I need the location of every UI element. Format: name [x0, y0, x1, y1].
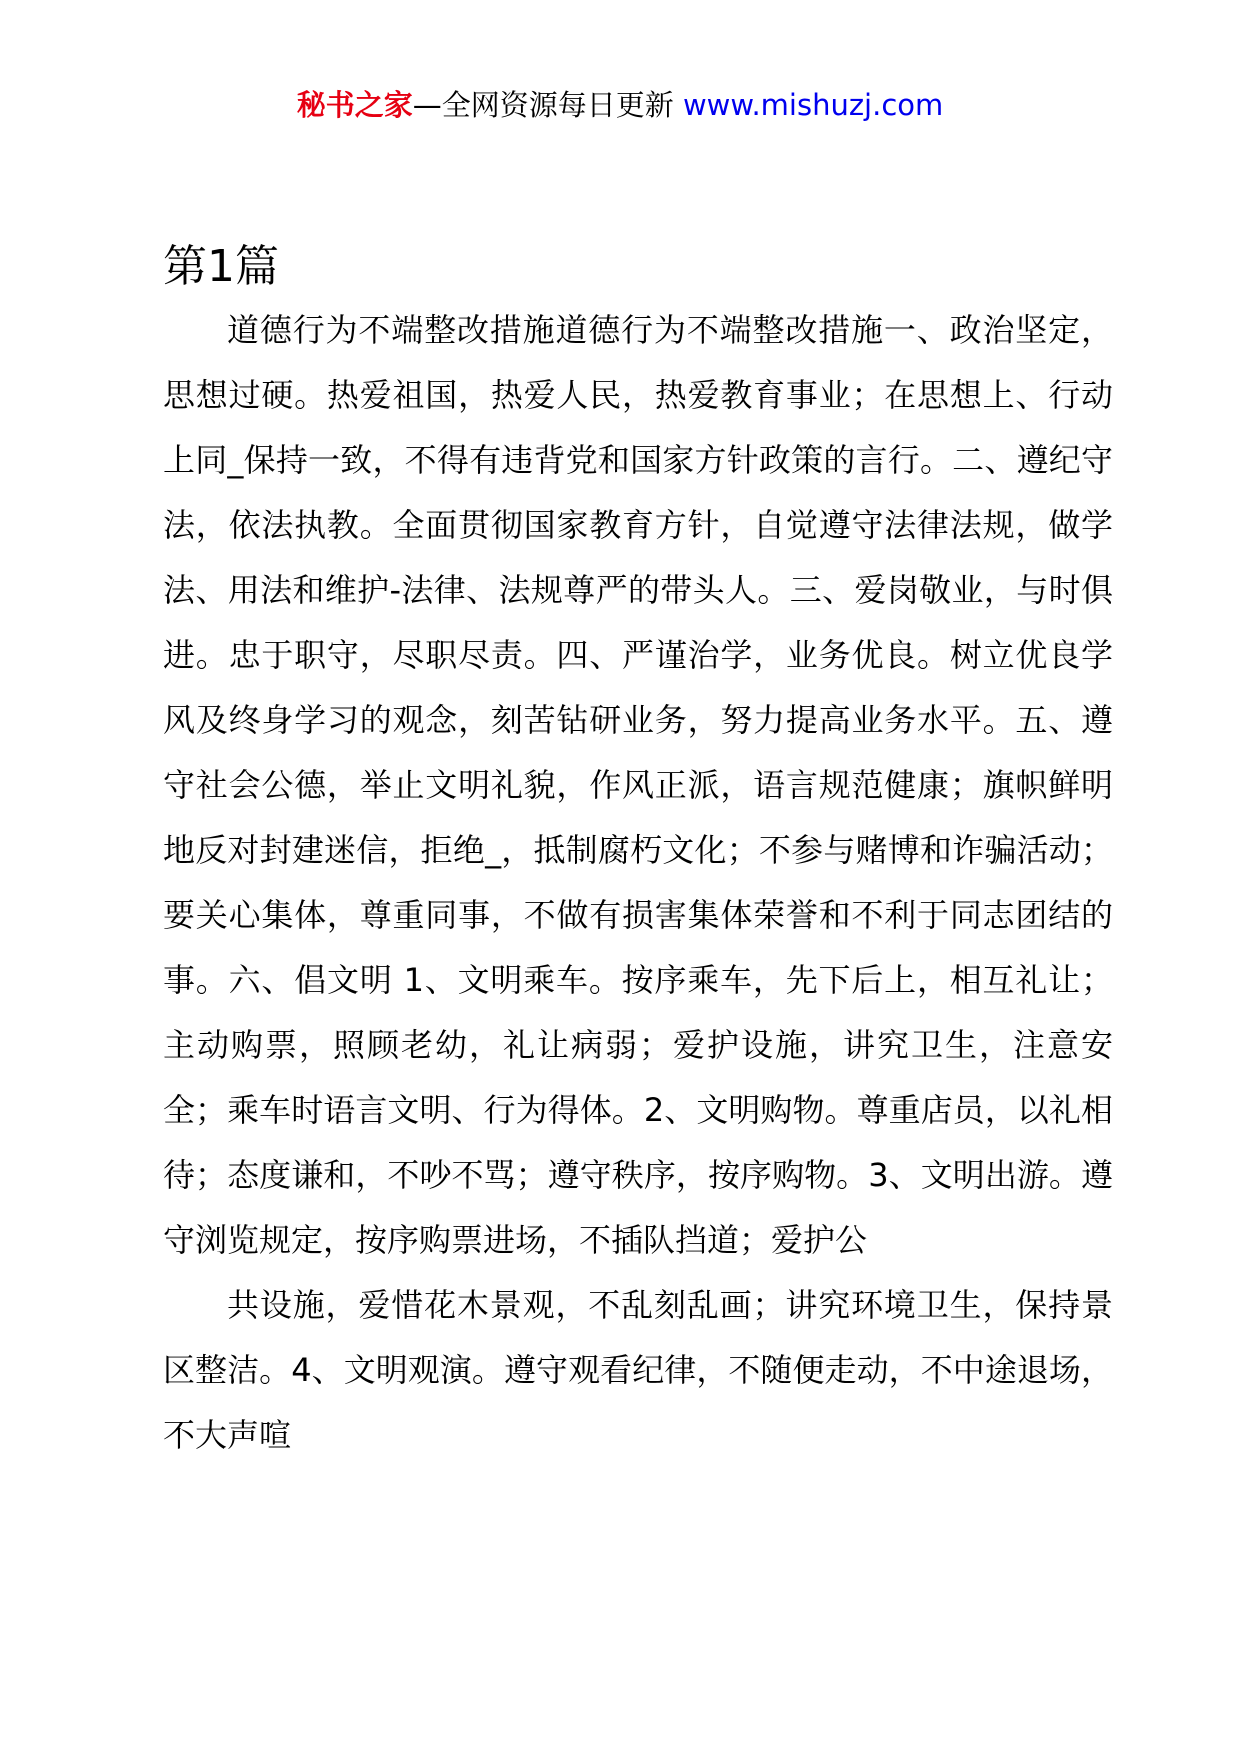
site-url-link[interactable]: www.mishuzj.com	[682, 88, 944, 122]
paragraph-1: 道德行为不端整改措施道德行为不端整改措施一、政治坚定，思想过硬。热爱祖国，热爱人民，热爱教育事业；在思想上、行动上同_保持一致，不得有违背党和国家方针政策的言行。二、遵纪守法，依法执教。全面贯彻国家教育方针，自觉遵守法律法规，做学法、用法和维护-法律、法规尊严的带头人。三、爱岗敬业，与时俱进。忠于职守，尽职尽责。四、严谨治学，业务优良。树立优良学风及终身学习的观念，刻苦钻研业务，努力提高业务水平。五、遵守社会公德，举止文明礼貌，作风正派，语言规范健康；旗帜鲜明地反对封建迷信，拒绝_，抵制腐朽文化；不参与赌博和诈骗活动；要关心集体，尊重同事，不做有损害集体荣誉和不利于同志团结的事。六、倡文明 1、文明乘车。按序乘车，先下后上，相互礼让；主动购票，照顾老幼，礼让病弱；爱护设施，讲究卫生，注意安全；乘车时语言文明、行为得体。2、文明购物。尊重店员，以礼相待；态度谦和，不吵不骂；遵守秩序，按序购物。3、文明出游。遵守浏览规定，按序购票进场，不插队挡道；爱护公	[163, 311, 1113, 1259]
paragraph-2: 共设施，爱惜花木景观，不乱刻乱画；讲究环境卫生，保持景区整洁。4、文明观演。遵守观看纪律，不随便走动，不中途退场，不大声喧	[163, 1286, 1113, 1454]
page-title: 第1篇	[163, 241, 279, 292]
site-header	[0, 88, 1240, 123]
brand-name: 秘书之家	[296, 88, 413, 122]
header-tagline: —全网资源每日更新	[412, 88, 683, 122]
document-body	[163, 236, 1113, 1468]
